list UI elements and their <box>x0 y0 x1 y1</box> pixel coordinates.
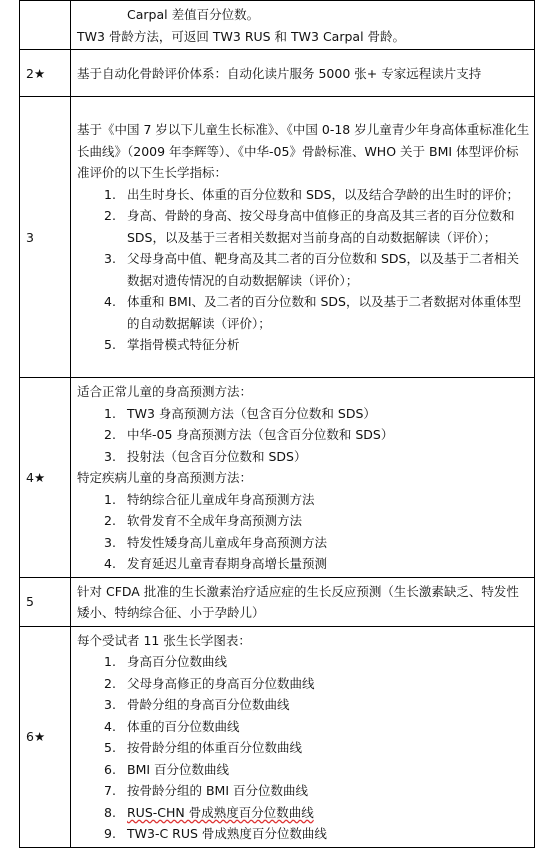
list-item: 3. 投射法（包含百分位数和 SDS） <box>104 448 307 464</box>
row-text: 基于自动化骨龄评价体系：自动化读片服务 5000 张+ 专家远程读片支持 <box>77 65 482 81</box>
list-item: 2. 身高、骨龄的身高、按父母身高中值修正的身高及其三者的百分位数和 SDS，以及基于三者相关数据对当前身高的自动数据解读（评价）； <box>104 208 515 245</box>
row-text: 针对 CFDA 批准的生长激素治疗适应症的生长反应预测（生长激素缺乏、特发性矮小、特纳综合征、小于孕龄儿） <box>77 583 519 620</box>
list-item: 4. 体重和 BMI、及二者的百分位数和 SDS，以及基于二者数据对体重体型的自动数据解读（评价）； <box>104 294 521 331</box>
row-content <box>71 378 535 578</box>
subheading: 适合正常儿童的身高预测方法： <box>77 384 253 399</box>
row-content <box>71 626 535 847</box>
table-row <box>20 626 535 847</box>
row-content <box>71 50 535 97</box>
row-intro: 基于《中国 7 岁以下儿童生长标准》、《中国 0-18 岁儿童青少年身高体重标准化生长曲线》（2009 年李辉等）、《中华-05》骨龄标准、WHO 关于 BMI 体型评价标准评价的以下生长学指标： <box>77 122 530 181</box>
list-item: 8. RUS-CHN 骨成熟度百分位数曲线 <box>104 804 314 820</box>
table-row <box>20 378 535 578</box>
table-row <box>20 97 535 378</box>
list-item: 1. 出生时身长、体重的百分位数和 SDS，以及结合孕龄的出生时的评价； <box>104 186 519 202</box>
list-item: 1. 身高百分位数曲线 <box>104 654 228 669</box>
list-item: 4. 发育延迟儿童青春期身高增长量预测 <box>104 556 328 571</box>
row-content <box>71 97 535 378</box>
list-item: 1. 特纳综合征儿童成年身高预测方法 <box>104 491 315 507</box>
row-content <box>71 577 535 626</box>
spec-table <box>19 0 535 848</box>
table-row <box>20 1 535 50</box>
list-item: 2. 中华-05 身高预测方法（包含百分位数和 SDS） <box>104 427 394 442</box>
list-item: 2. 父母身高修正的身高百分位数曲线 <box>104 675 315 691</box>
list-item: 3. 骨龄分组的身高百分位数曲线 <box>104 697 290 712</box>
text-line: TW3 骨龄方法，可返回 TW3 RUS 和 TW3 Carpal 骨龄。 <box>77 28 406 44</box>
text-line: Carpal 差值百分位数。 <box>127 7 260 22</box>
row-number: 5 <box>20 577 71 626</box>
subheading: 每个受试者 11 张生长学图表： <box>77 632 251 648</box>
list-item: 7. 按骨龄分组的 BMI 百分位数曲线 <box>104 783 308 798</box>
row-number: 6★ <box>20 626 71 847</box>
table-row <box>20 577 535 626</box>
list-item: 2. 软骨发育不全成年身高预测方法 <box>104 513 303 528</box>
list-item: 4. 体重的百分位数曲线 <box>104 718 240 734</box>
list-item: 6. BMI 百分位数曲线 <box>104 761 230 777</box>
list-item: 5. 掌指骨模式特征分析 <box>104 337 240 353</box>
row-number: 2★ <box>20 50 71 97</box>
row-number: 3 <box>20 97 71 378</box>
list-item: 5. 按骨龄分组的体重百分位数曲线 <box>104 740 303 755</box>
list-item: 9. TW3-C RUS 骨成熟度百分位数曲线 <box>104 826 327 841</box>
list-item: 3. 父母身高中值、靶身高及其二者的百分位数和 SDS，以及基于二者相关数据对遗传情况的自动数据解读（评价）； <box>104 251 519 288</box>
row-content <box>71 1 535 50</box>
row-number: 4★ <box>20 378 71 578</box>
subheading: 特定疾病儿童的身高预测方法： <box>77 470 253 485</box>
row-number <box>20 1 71 50</box>
list-item: 1. TW3 身高预测方法（包含百分位数和 SDS） <box>104 405 376 421</box>
table-row <box>20 50 535 97</box>
list-item: 3. 特发性矮身高儿童成年身高预测方法 <box>104 534 328 550</box>
